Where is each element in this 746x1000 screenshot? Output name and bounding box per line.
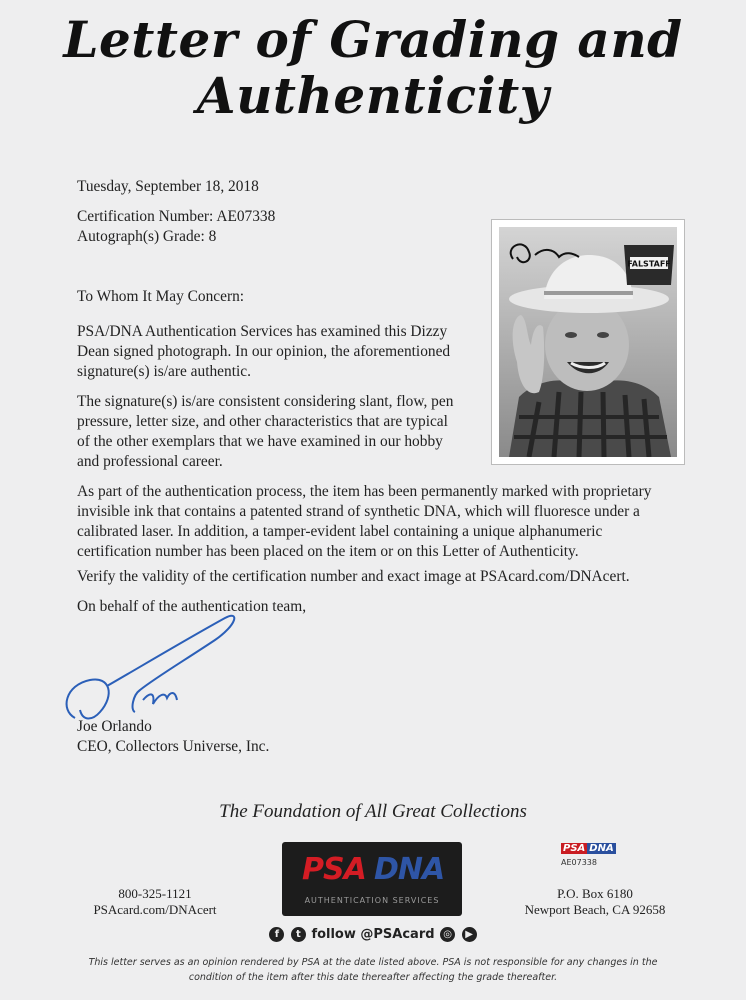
facebook-icon[interactable]: f bbox=[269, 927, 284, 942]
contact-right bbox=[520, 886, 670, 918]
youtube-icon[interactable]: ▶ bbox=[462, 927, 477, 942]
website-link[interactable]: PSAcard.com/DNAcert bbox=[93, 902, 217, 917]
paragraph-line: signature(s) is/are authentic. bbox=[77, 363, 251, 380]
falstaff-sign-text: FALSTAFF bbox=[627, 259, 671, 269]
psa-dna-logo bbox=[282, 842, 462, 916]
paragraph-examination bbox=[77, 322, 450, 382]
twitter-icon[interactable]: t bbox=[291, 927, 306, 942]
paragraph-characteristics bbox=[77, 392, 453, 472]
label-logo bbox=[561, 843, 619, 855]
paragraph-line: invisible ink that contains a patented strand of synthetic DNA, which will fluoresce under a bbox=[77, 503, 640, 520]
label-dna: DNA bbox=[589, 843, 614, 854]
paragraph-line: The signature(s) is/are consistent considering slant, flow, pen bbox=[77, 393, 454, 410]
logo-subtitle: AUTHENTICATION SERVICES bbox=[304, 896, 440, 905]
paragraph-line: PSA/DNA Authentication Services has examined this Dizzy bbox=[77, 323, 448, 340]
paragraph-process bbox=[77, 482, 697, 562]
authenticated-photo bbox=[499, 227, 677, 457]
city-address: Newport Beach, CA 92658 bbox=[524, 902, 666, 917]
disclaimer-line: This letter serves as an opinion rendered by PSA at the date listed above. PSA is not responsible for any changes in the bbox=[88, 957, 658, 968]
paragraph-line: calibrated laser. In addition, a tamper-evident label containing a unique alphanumeric bbox=[77, 523, 603, 540]
signer-title: CEO, Collectors Universe, Inc. bbox=[77, 738, 270, 755]
salutation: To Whom It May Concern: bbox=[77, 288, 245, 305]
paragraph-line: pressure, letter size, and other characteristics that are typical bbox=[77, 413, 448, 430]
authenticated-photo-frame bbox=[491, 219, 685, 465]
disclaimer bbox=[60, 955, 686, 985]
document-title-line2: Authenticity bbox=[196, 66, 550, 125]
certification-number: Certification Number: AE07338 bbox=[77, 208, 276, 225]
phone-number: 800-325-1121 bbox=[118, 886, 192, 901]
logo-psa-text: PSA bbox=[302, 852, 366, 887]
social-handle[interactable]: follow @PSAcard bbox=[311, 927, 435, 942]
verify-text: Verify the validity of the certification number and exact image at PSAcard.com/DNAcert. bbox=[77, 568, 630, 585]
paragraph-line: and professional career. bbox=[77, 453, 223, 470]
certification-label bbox=[561, 843, 621, 871]
social-row bbox=[0, 927, 746, 942]
paragraph-line: Dean signed photograph. In our opinion, the aforementioned bbox=[77, 343, 451, 360]
closing-text: On behalf of the authentication team, bbox=[77, 598, 307, 615]
document-title-line1: Letter of Grading and bbox=[63, 10, 683, 69]
label-psa: PSA bbox=[563, 843, 586, 854]
footer-tagline: The Foundation of All Great Collections bbox=[219, 801, 527, 822]
logo-dna-text: DNA bbox=[374, 852, 445, 887]
signer-name: Joe Orlando bbox=[77, 718, 152, 735]
paragraph-line: As part of the authentication process, the item has been permanently marked with proprietary bbox=[77, 483, 652, 500]
disclaimer-line: condition of the item after this date thereafter affecting the grade thereafter. bbox=[188, 972, 558, 983]
paragraph-line: of the other exemplars that we have examined in our hobby bbox=[77, 433, 443, 450]
contact-left bbox=[90, 886, 220, 918]
letter-date: Tuesday, September 18, 2018 bbox=[77, 178, 259, 195]
label-number: AE07338 bbox=[561, 858, 597, 867]
autograph-grade: Autograph(s) Grade: 8 bbox=[77, 228, 217, 245]
instagram-icon[interactable]: ◎ bbox=[440, 927, 455, 942]
paragraph-line: certification number has been placed on the item or on this Letter of Authenticity. bbox=[77, 543, 579, 560]
po-box: P.O. Box 6180 bbox=[557, 886, 633, 901]
